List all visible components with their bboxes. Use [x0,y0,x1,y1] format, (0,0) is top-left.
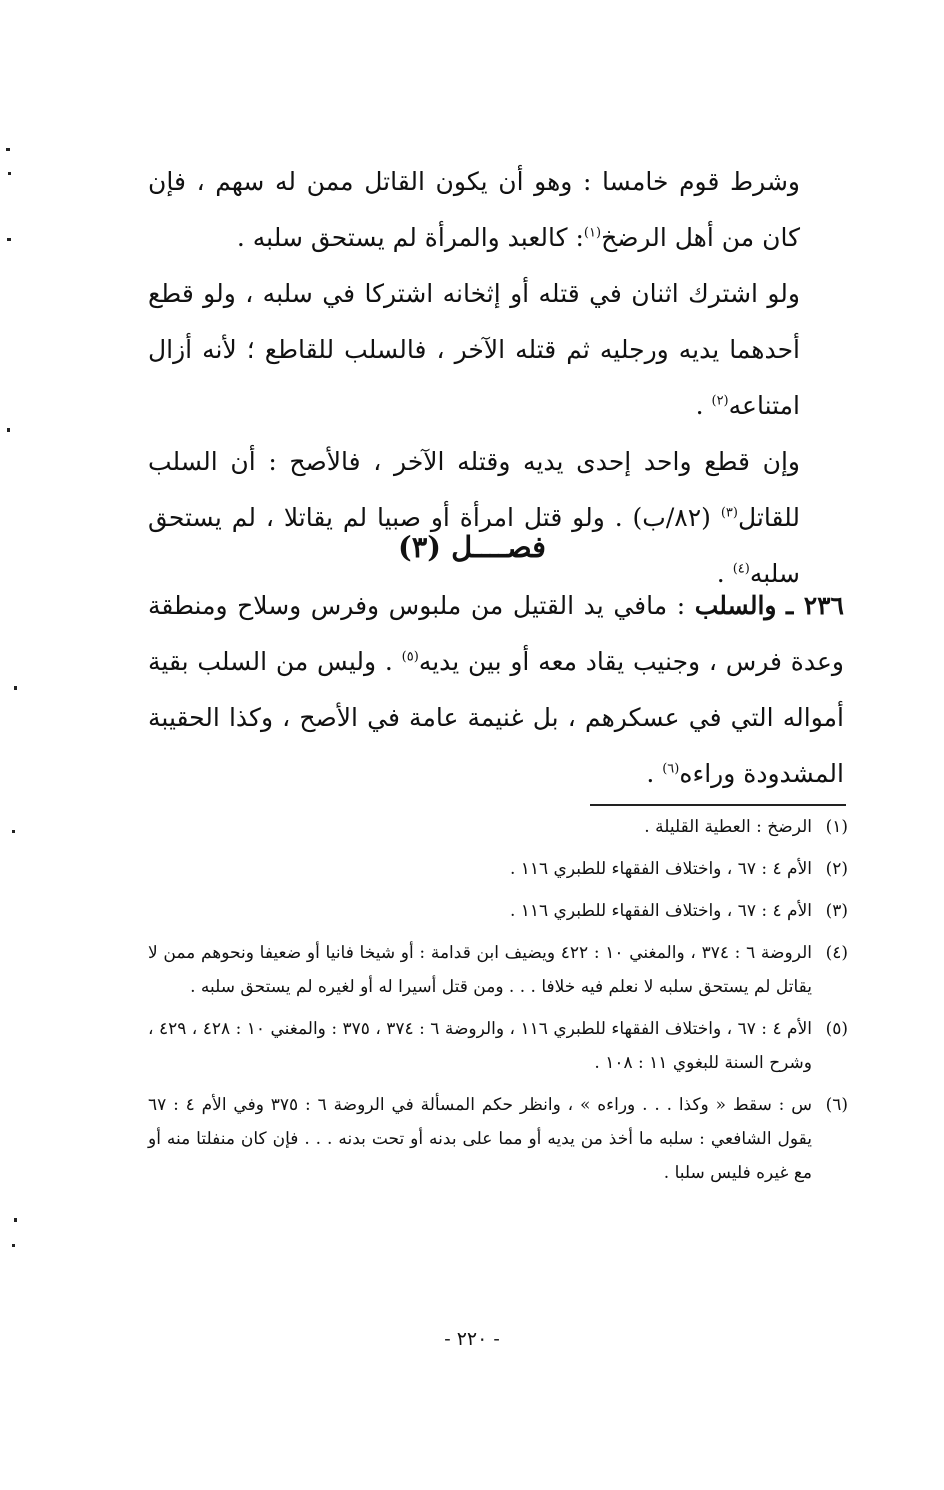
section-text: . [646,759,655,788]
paragraph-joint-kill [148,266,800,434]
section-heading: فصــــل (٣) [397,530,547,564]
footnote-number: (٢) [825,859,848,879]
footnote-item [148,1088,848,1190]
section-text: . وليس من السلب بقية أمواله التي في عسكرهم ، بل غنيمة عامة في الأصح ، وكذا الحقيبة المشدودة وراءه [148,647,844,788]
footnote-number: (١) [825,817,848,837]
footnote-number: (٤) [825,943,848,963]
footnote-item [148,936,848,1004]
footnote-ref[interactable]: (٤) [732,561,750,577]
footnote-ref[interactable]: (٣) [720,505,738,521]
footnote-item [148,852,848,886]
paragraph-text: : كالعبد والمرأة لم يستحق سلبه . [236,223,584,252]
paragraph-condition-fifth [148,154,800,266]
section-text: : مافي يد القتيل من ملبوس وفرس وسلاح ومنطقة وعدة فرس ، وجنيب يقاد معه أو بين يديه [148,591,845,676]
paragraph-text: . [716,559,725,588]
footnote-ref[interactable]: (٦) [662,761,680,777]
footnote-text: الأم ٤ : ٦٧ ، واختلاف الفقهاء للطبري ١١٦ . [509,859,812,879]
footnote-text: الروضة ٦ : ٣٧٤ ، والمغني ١٠ : ٤٢٢ ويضيف ابن قدامة : أو شيخا فانيا أو ضعيفا ونحوهم ممن لا يقاتل لم يستحق سلبه لا نعلم فيه خلافا . . . ومن قتل أسيرا له أو لغيره لم يستحق سلبه . [148,943,812,997]
footnote-number: (٥) [825,1019,848,1039]
footnote-number: (٦) [825,1095,848,1115]
paragraph-hand-cut [148,434,800,602]
footnote-separator [590,804,846,806]
footnote-number: (٣) [825,901,848,921]
paragraph-text: ولو اشترك اثنان في قتله أو إثخانه اشتركا في سلبه ، ولو قطع أحدهما يديه ورجليه ثم قتله الآخر ، فالسلب للقاطع ؛ لأنه أزال امتناعه [148,279,800,420]
footnote-ref[interactable]: (١) [583,225,602,241]
footnote-text: س : سقط « وكذا . . . وراءه » ، وانظر حكم المسألة في الروضة ٦ : ٣٧٥ وفي الأم ٤ : ٦٧ يقول الشافعي : سلبه ما أخذ من يديه أو مما على بدنه أو تحت بدنه . . . فإن كان منفلتا منه أو مع غيره فليس سلبا . [148,1095,812,1183]
footnote-text: الرضخ : العطية القليلة . [644,817,812,837]
paragraph-text: وشرط قوم خامسا : وهو أن يكون القاتل ممن له سهم ، فإن كان من أهل الرضخ [148,167,800,252]
paragraph-text: وإن قطع واحد إحدى يديه وقتله الآخر ، فالأصح : أن السلب للقاتل [148,447,801,532]
footnote-ref[interactable]: (٢) [711,393,729,409]
footnote-item [148,1012,848,1080]
section-lead-word: والسلب [694,591,777,620]
footnote-text: الأم ٤ : ٦٧ ، واختلاف الفقهاء للطبري ١١٦ ، والروضة ٦ : ٣٧٤ ، ٣٧٥ : والمغني ١٠ : ٤٢٨ ، ٤٢٩ ، وشرح السنة للبغوي ١١ : ١٠٨ . [148,1019,812,1073]
paragraph-text: . [695,391,704,420]
footnote-item [148,810,848,844]
footnote-ref[interactable]: (٥) [401,649,419,665]
section-paragraph [148,578,844,802]
paragraph-text: (٨٢/ب) . ولو قتل امرأة أو صبيا لم يقاتلا ، لم يستحق سلبه [148,503,800,588]
footnote-item [148,894,848,928]
footnotes-list [148,810,848,1198]
page-number: - ٢٢٠ - [444,1328,500,1350]
section-number: ٢٣٦ ـ [786,591,844,620]
footnote-text: الأم ٤ : ٦٧ ، واختلاف الفقهاء للطبري ١١٦ . [509,901,812,921]
